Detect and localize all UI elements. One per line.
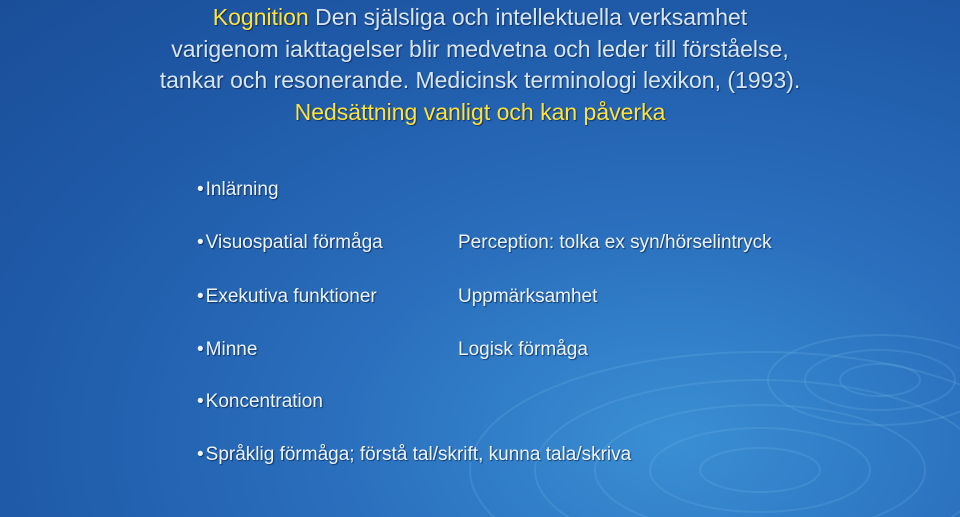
bullet-icon: •: [197, 444, 204, 465]
list-item-label: Exekutiva funktioner: [205, 286, 377, 307]
title-line-3: tankar och resonerande. Medicinsk terminologi lexikon, (1993).: [159, 67, 801, 93]
list-item-visuospatial: [197, 232, 383, 254]
bullet-icon: •: [197, 232, 204, 253]
list-item-spraklig: [197, 444, 631, 466]
list-item-exekutiva: [197, 286, 377, 308]
title-line-1-rest: Den själsliga och intellektuella verksamhet: [308, 4, 748, 30]
list-item-koncentration: [197, 391, 323, 413]
list-item-label: Inlärning: [205, 179, 279, 200]
list-item-label: Visuospatial förmåga: [205, 232, 383, 253]
list-item-minne: [197, 339, 257, 361]
list-item-logisk: Logisk förmåga: [458, 339, 588, 360]
list-item-inlarning: [197, 179, 279, 201]
bullet-icon: •: [197, 179, 204, 200]
title-line-2: varigenom iakttagelser blir medvetna och leder till förståelse,: [171, 35, 789, 62]
slide-title: [0, 2, 960, 128]
list-item-label: Koncentration: [205, 391, 323, 412]
bullet-icon: •: [197, 391, 204, 412]
list-item-perception: Perception: tolka ex syn/hörselintryck: [458, 232, 772, 253]
title-keyword: Kognition: [212, 4, 309, 30]
title-line-4: Nedsättning vanligt och kan påverka: [294, 98, 666, 125]
list-item-label: Minne: [205, 339, 258, 360]
list-item-label: Språklig förmåga; förstå tal/skrift, kunna tala/skriva: [205, 444, 632, 465]
bullet-icon: •: [197, 286, 204, 307]
bullet-icon: •: [197, 339, 204, 360]
title-line-1: [0, 2, 960, 34]
list-item-uppmarksamhet: Uppmärksamhet: [458, 286, 598, 307]
